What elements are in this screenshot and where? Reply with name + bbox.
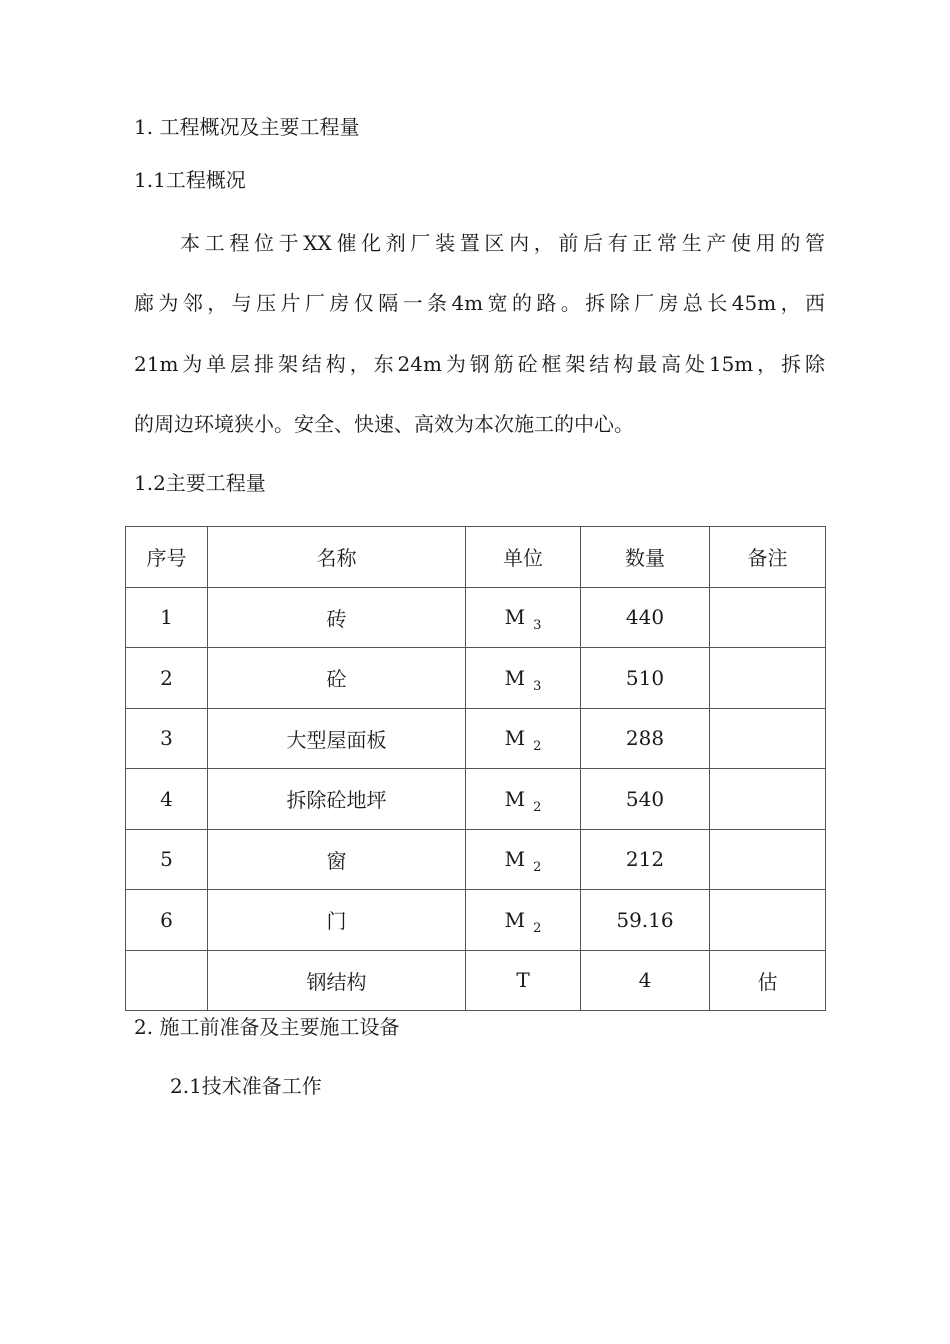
section-1-heading: 1. 工程概况及主要工程量 <box>134 115 360 139</box>
unit-text: T <box>516 968 530 993</box>
cell-note <box>710 829 826 890</box>
cell-unit <box>466 950 581 1011</box>
quantities-table <box>125 526 826 1011</box>
header-name: 名称 <box>208 527 466 588</box>
paragraph-line-4: 的周边环境狭小。安全、快速、高效为本次施工的中心。 <box>134 412 634 436</box>
cell-qty: 440 <box>581 587 710 648</box>
cell-note <box>710 890 826 951</box>
table-row <box>126 648 826 709</box>
table-row <box>126 708 826 769</box>
unit-text: M <box>504 605 526 630</box>
cell-name: 大型屋面板 <box>208 708 466 769</box>
unit-sup: 2 <box>533 860 542 876</box>
unit-text: M <box>504 907 526 932</box>
cell-qty: 540 <box>581 769 710 830</box>
unit-sup: 3 <box>533 618 542 634</box>
cell-no: 5 <box>126 829 208 890</box>
header-unit: 单位 <box>466 527 581 588</box>
cell-unit <box>466 587 581 648</box>
cell-no <box>126 950 208 1011</box>
table-row <box>126 829 826 890</box>
unit-sup: 2 <box>533 739 542 755</box>
cell-qty: 212 <box>581 829 710 890</box>
cell-unit <box>466 829 581 890</box>
cell-no: 1 <box>126 587 208 648</box>
cell-note <box>710 769 826 830</box>
unit-sup: 2 <box>533 920 542 936</box>
cell-note: 估 <box>710 950 826 1011</box>
table-header-row <box>126 527 826 588</box>
cell-no: 2 <box>126 648 208 709</box>
header-no: 序号 <box>126 527 208 588</box>
table-row <box>126 587 826 648</box>
unit-text: M <box>504 726 526 751</box>
cell-qty: 59.16 <box>581 890 710 951</box>
cell-unit <box>466 648 581 709</box>
cell-qty: 510 <box>581 648 710 709</box>
table-row <box>126 769 826 830</box>
section-1-2-heading: 1.2主要工程量 <box>134 471 266 495</box>
cell-note <box>710 708 826 769</box>
cell-name: 门 <box>208 890 466 951</box>
cell-name: 砼 <box>208 648 466 709</box>
cell-no: 3 <box>126 708 208 769</box>
cell-name: 窗 <box>208 829 466 890</box>
cell-unit <box>466 708 581 769</box>
table-row <box>126 950 826 1011</box>
unit-sup: 2 <box>533 799 542 815</box>
cell-unit <box>466 890 581 951</box>
table-row <box>126 890 826 951</box>
cell-no: 6 <box>126 890 208 951</box>
paragraph-line-1: 本工程位于XX催化剂厂装置区内，前后有正常生产使用的管 <box>180 231 825 255</box>
header-note: 备注 <box>710 527 826 588</box>
cell-name: 砖 <box>208 587 466 648</box>
section-2-heading: 2. 施工前准备及主要施工设备 <box>134 1015 400 1039</box>
cell-qty: 4 <box>581 950 710 1011</box>
header-qty: 数量 <box>581 527 710 588</box>
cell-note <box>710 587 826 648</box>
cell-no: 4 <box>126 769 208 830</box>
unit-text: M <box>504 665 526 690</box>
cell-note <box>710 648 826 709</box>
cell-qty: 288 <box>581 708 710 769</box>
cell-unit <box>466 769 581 830</box>
cell-name: 钢结构 <box>208 950 466 1011</box>
paragraph-line-2: 廊为邻，与压片厂房仅隔一条4m宽的路。拆除厂房总长45m，西 <box>134 291 825 315</box>
section-2-1-heading: 2.1技术准备工作 <box>170 1074 322 1098</box>
paragraph-line-3: 21m为单层排架结构，东24m为钢筋砼框架结构最高处15m，拆除 <box>134 352 825 376</box>
unit-text: M <box>504 847 526 872</box>
unit-text: M <box>504 786 526 811</box>
cell-name: 拆除砼地坪 <box>208 769 466 830</box>
unit-sup: 3 <box>533 678 542 694</box>
section-1-1-heading: 1.1工程概况 <box>134 168 246 192</box>
